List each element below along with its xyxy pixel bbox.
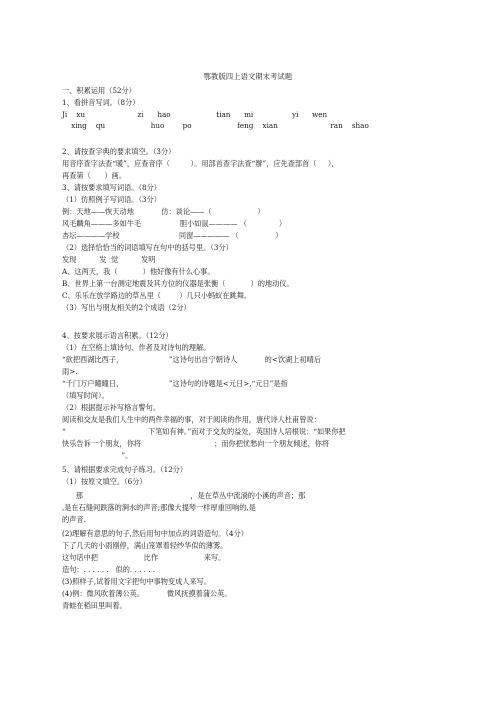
text-line: (3)照样子,试着用文字把句中事物变成人来写。 xyxy=(62,577,212,586)
question-heading: 3、请按要求填写词语。（8分） xyxy=(62,183,161,192)
text-line: 雨>. xyxy=(62,367,78,376)
text-line: （填写时间）。 xyxy=(62,391,109,400)
text-line: ,是在石缝间跌落的涧水的声音;那像大提琴一样厚重回响的,是 xyxy=(62,503,256,512)
text-line: （1）在空格上填诗句、作者及对诗句的理解。 xyxy=(62,343,211,352)
text-line: 造句：. . . . . . 似的. . . . . . xyxy=(62,565,156,574)
text-line: 的声音. xyxy=(62,515,86,524)
text-line: 下了几天的小雨刚停，满山笼罩着轻纱华似的薄雾。 xyxy=(62,541,228,550)
text-line: 再查第（ ）画。 xyxy=(62,171,127,180)
text-line: B、世界上第一台测定地震及其方位的仪器是张衡（ ）的地动仪。 xyxy=(62,279,294,288)
text-line: 风毛麟角———多如牛毛 胆小如鼠———— （ ） xyxy=(62,219,287,228)
question-heading: 2、请按查字典的要求填空。（3分） xyxy=(62,147,176,156)
text-line: (2)理解有意思的句子,然后用句中加点的词语造句。（4分） xyxy=(62,529,248,538)
text-line: 例：天地——恢天动地 仿：谈论——（ ） xyxy=(62,207,265,216)
text-line: A、这两天，我（ ）他好像有什么心事。 xyxy=(62,267,215,276)
text-line: C、乐乐在放学路边的草丛里（ ）几只小蚂蚁在跳舞。 xyxy=(62,291,252,300)
text-line: (4)例：微风吹着薄公英。 微风抚摸着蒲公英。 xyxy=(62,589,232,598)
text-line: 这句话中把 比作 来写。 xyxy=(62,553,226,562)
text-line: （1）按原文填空。（6分） xyxy=(62,477,147,486)
question-heading: 5、请根据要求完成句子练习。（12分） xyxy=(62,465,188,474)
text-line: ”。 xyxy=(62,451,133,460)
text-line: 快乐告诉一个朋友，你将 ；而你把忧愁向一个朋友倾述，你将 xyxy=(62,439,330,448)
text-line: “欲把西湖比西子， ”这诗句出自宁朝诗人 的<饮湖上初晴后 xyxy=(62,355,321,364)
text-line: 杏坛————学校 同窗————— （ ） xyxy=(62,231,283,240)
text-line: （2）根据提示补写格言警句。 xyxy=(62,403,161,412)
page-title: 鄂教版四上语文期末考试题 xyxy=(203,72,293,81)
text-line: 用音序查字法查“暖”，应查音序（ ）。用部首查字法查“辦”，应先查部首（ ）， xyxy=(62,159,339,168)
question-heading: 4、按要求展示语言积累。（12分） xyxy=(62,331,173,340)
text-line: 青蛙在稻田里叫着。 xyxy=(62,601,127,610)
text-line: “千门万户曈曈日， ”这诗句的诗题是<元日>,“元日”是指 xyxy=(62,379,288,388)
pinyin-row: xing qu huo po feng xian ran shao xyxy=(62,121,369,130)
text-line: （3）写出与朋友相关的2个成语（2分） xyxy=(62,303,191,312)
question-heading: 1、看拼音写词。（8分） xyxy=(62,98,140,107)
text-line: 那 ，是在草丛中流淌的小溪的声音；那 xyxy=(62,491,306,500)
text-line: （2）选择恰恰当的词语填写在句中的括号里。（3分） xyxy=(62,243,233,252)
pinyin-row: Ji xu zi hao tian mi yi wen xyxy=(62,110,328,119)
text-line: （1）仿照例子写词语。（3分） xyxy=(62,195,161,204)
text-line: 阅读和交友是我们人生中的两件幸福的事，对于阅读的作用，唐代诗人杜甫曾说： xyxy=(62,415,321,424)
section-heading: 一、积累运用（52分） xyxy=(62,86,136,95)
text-line: “ 下笔如有神。”而对于交友的益处，英国诗人培根说：“如果你把 xyxy=(62,427,346,436)
word-options: 发现 发 觉 发明 xyxy=(62,255,156,264)
